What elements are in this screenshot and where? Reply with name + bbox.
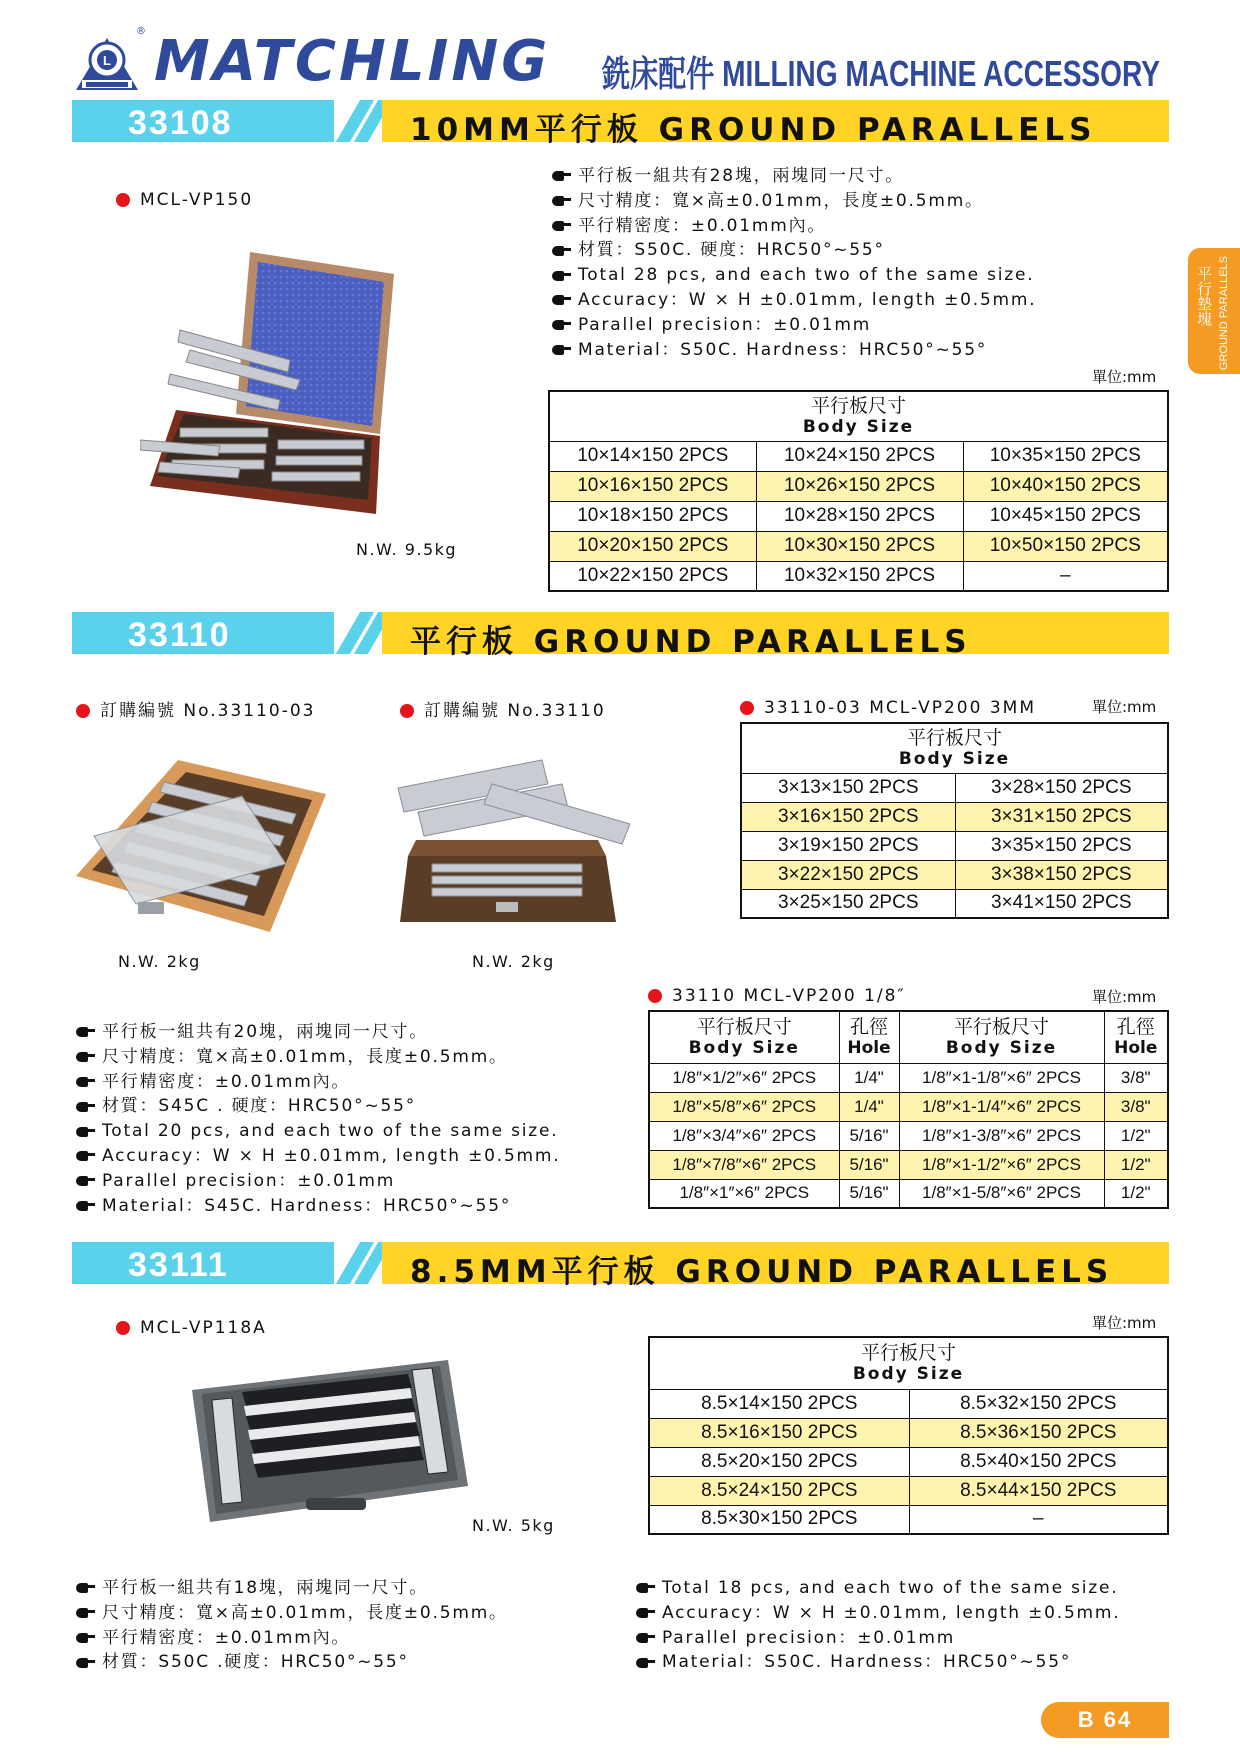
pointing-hand-icon (76, 1200, 96, 1212)
table-header: 平行板尺寸 Body Size (549, 391, 1168, 441)
side-tab-cn: 平行墊塊 (1195, 266, 1213, 326)
pointing-hand-icon (552, 270, 572, 282)
table-row: 8.5×20×150 2PCS 8.5×40×150 2PCS (649, 1447, 1168, 1476)
section-code: 33110 (128, 616, 231, 654)
pointing-hand-icon (76, 1101, 96, 1113)
section-title: 10MM平行板 GROUND PARALLELS (410, 112, 1097, 148)
pointing-hand-icon (636, 1582, 656, 1594)
section-bar-33111 (72, 1242, 1169, 1290)
table-row: 3×22×150 2PCS 3×38×150 2PCS (741, 860, 1168, 889)
table-row: 1/8″×1/2″×6″ 2PCS 1/4" 1/8″×1-1/8″×6″ 2PCS 3/8" (649, 1063, 1168, 1092)
bullet-dot (740, 701, 754, 715)
section-code: 33111 (128, 1246, 229, 1284)
pointing-hand-icon (636, 1657, 656, 1669)
pointing-hand-icon (636, 1632, 656, 1644)
pointing-hand-icon (76, 1076, 96, 1088)
table-row: 1/8″×7/8″×6″ 2PCS 5/16" 1/8″×1-1/2″×6″ 2PCS 1/2" (649, 1150, 1168, 1179)
spec-list-33108: 平行板一組共有28塊，兩塊同一尺寸。 尺寸精度：寬×高±0.01mm，長度±0.5mm。 平行精密度：±0.01mm內。 材質：S50C. 硬度：HRC50°~55° Total 28 pcs, and each two of the same size. Accuracy：W × H ±0.01mm, length ±0.5mm. Parallel precision：±0.01mm Material：S50C. Hardness：HRC50°~55° (552, 164, 1036, 362)
spec-list-33110: 平行板一組共有20塊，兩塊同一尺寸。 尺寸精度：寬×高±0.01mm，長度±0.5mm。 平行精密度：±0.01mm內。 材質：S45C . 硬度：HRC50°~55° Total 20 pcs, and each two of the same size. Accuracy：W × H ±0.01mm, length ±0.5mm. Parallel precision：±0.01mm Material：S45C. Hardness：HRC50°~55° (76, 1020, 560, 1218)
table-header: 平行板尺寸 Body Size (899, 1011, 1104, 1063)
pointing-hand-icon (76, 1632, 96, 1644)
table-header: 平行板尺寸 Body Size (649, 1337, 1168, 1389)
table-row: 1/8″×3/4″×6″ 2PCS 5/16" 1/8″×1-3/8″×6″ 2PCS 1/2" (649, 1121, 1168, 1150)
pointing-hand-icon (76, 1582, 96, 1594)
product-photo-33110-03 (74, 756, 328, 940)
pointing-hand-icon (76, 1051, 96, 1063)
pointing-hand-icon (552, 245, 572, 257)
table-row: 10×18×150 2PCS 10×28×150 2PCS 10×45×150 2PCS (549, 501, 1168, 531)
pointing-hand-icon (76, 1657, 96, 1669)
table-row: 1/8″×1″×6″ 2PCS 5/16" 1/8″×1-5/8″×6″ 2PCS 1/2" (649, 1179, 1168, 1208)
section-title: 平行板 GROUND PARALLELS (410, 624, 972, 660)
pointing-hand-icon (552, 195, 572, 207)
registered-mark: ® (136, 26, 146, 37)
spec-list-33111-cn: 平行板一組共有18塊，兩塊同一尺寸。 尺寸精度：寬×高±0.01mm，長度±0.5mm。 平行精密度：±0.01mm內。 材質：S50C .硬度：HRC50°~55° (76, 1576, 508, 1675)
table-row: 8.5×30×150 2PCS – (649, 1505, 1168, 1534)
pointing-hand-icon (76, 1150, 96, 1162)
table-row: 10×20×150 2PCS 10×30×150 2PCS 10×50×150 2PCS (549, 531, 1168, 561)
model-label: MCL-VP118A (116, 1318, 267, 1338)
pointing-hand-icon (76, 1026, 96, 1038)
section-code: 33108 (128, 104, 233, 142)
matchling-logo (72, 30, 142, 92)
section-bar-33110 (72, 612, 1169, 660)
table-row: 3×25×150 2PCS 3×41×150 2PCS (741, 889, 1168, 918)
unit-label: 單位:mm (1092, 1314, 1157, 1332)
bullet-dot (648, 989, 662, 1003)
net-weight: N.W. 5kg (472, 1516, 555, 1535)
size-table-33110-03 (740, 722, 1169, 919)
section-bar-33108 (72, 100, 1169, 148)
unit-label: 單位:mm (1092, 698, 1157, 716)
table-row: 8.5×16×150 2PCS 8.5×36×150 2PCS (649, 1418, 1168, 1447)
svg-text:L: L (103, 53, 111, 68)
table-header: 平行板尺寸 Body Size (741, 723, 1168, 773)
side-tab-en: GROUND PARALLELS (1218, 256, 1230, 371)
order-number-a: 訂購編號 No.33110-03 (76, 696, 315, 721)
order-number-b: 訂購編號 No.33110 (400, 696, 606, 721)
table-header: 孔徑 Hole (839, 1011, 899, 1063)
spec-list-33111-en: Total 18 pcs, and each two of the same size. Accuracy：W × H ±0.01mm, length ±0.5mm. Parallel precision：±0.01mm Material：S50C. Hardness：HRC50°~55° (636, 1576, 1120, 1675)
table-row: 3×19×150 2PCS 3×35×150 2PCS (741, 831, 1168, 860)
table-a-label: 33110-03 MCL-VP200 3MM (740, 698, 1036, 718)
table-row: 3×13×150 2PCS 3×28×150 2PCS (741, 773, 1168, 802)
unit-label: 單位:mm (1092, 368, 1157, 386)
size-table-33111 (648, 1336, 1169, 1535)
net-weight-a: N.W. 2kg (118, 952, 201, 971)
size-table-33108 (548, 390, 1169, 592)
product-photo-33111 (186, 1352, 470, 1532)
pointing-hand-icon (552, 294, 572, 306)
pointing-hand-icon (636, 1607, 656, 1619)
page-number: B 64 (1041, 1702, 1169, 1738)
bullet-dot (400, 704, 414, 718)
size-table-33110 (648, 1010, 1169, 1209)
pointing-hand-icon (552, 170, 572, 182)
bullet-dot (116, 1321, 130, 1335)
product-photo-33108 (140, 250, 400, 534)
table-b-label: 33110 MCL-VP200 1/8″ (648, 986, 906, 1006)
product-photo-33110 (392, 754, 636, 928)
pointing-hand-icon (76, 1126, 96, 1138)
table-row: 1/8″×5/8″×6″ 2PCS 1/4" 1/8″×1-1/4″×6″ 2PCS 3/8" (649, 1092, 1168, 1121)
table-header: 平行板尺寸 Body Size (649, 1011, 839, 1063)
table-row: 8.5×24×150 2PCS 8.5×44×150 2PCS (649, 1476, 1168, 1505)
bullet-dot (116, 193, 130, 207)
brand-name: MATCHLING (154, 29, 551, 94)
unit-label: 單位:mm (1092, 988, 1157, 1006)
section-title: 8.5MM平行板 GROUND PARALLELS (410, 1254, 1114, 1290)
model-label: MCL-VP150 (116, 190, 253, 210)
net-weight-b: N.W. 2kg (472, 952, 555, 971)
net-weight: N.W. 9.5kg (356, 540, 458, 559)
table-row: 10×22×150 2PCS 10×32×150 2PCS – (549, 561, 1168, 591)
pointing-hand-icon (552, 220, 572, 232)
pointing-hand-icon (552, 344, 572, 356)
pointing-hand-icon (76, 1175, 96, 1187)
table-row: 10×14×150 2PCS 10×24×150 2PCS 10×35×150 2PCS (549, 441, 1168, 471)
table-row: 8.5×14×150 2PCS 8.5×32×150 2PCS (649, 1389, 1168, 1418)
pointing-hand-icon (552, 319, 572, 331)
side-tab (1188, 248, 1240, 374)
page-category: 銑床配件 MILLING MACHINE ACCESSORY (602, 53, 1160, 94)
bullet-dot (76, 704, 90, 718)
table-header: 孔徑 Hole (1104, 1011, 1168, 1063)
table-row: 10×16×150 2PCS 10×26×150 2PCS 10×40×150 2PCS (549, 471, 1168, 501)
table-row: 3×16×150 2PCS 3×31×150 2PCS (741, 802, 1168, 831)
pointing-hand-icon (76, 1607, 96, 1619)
